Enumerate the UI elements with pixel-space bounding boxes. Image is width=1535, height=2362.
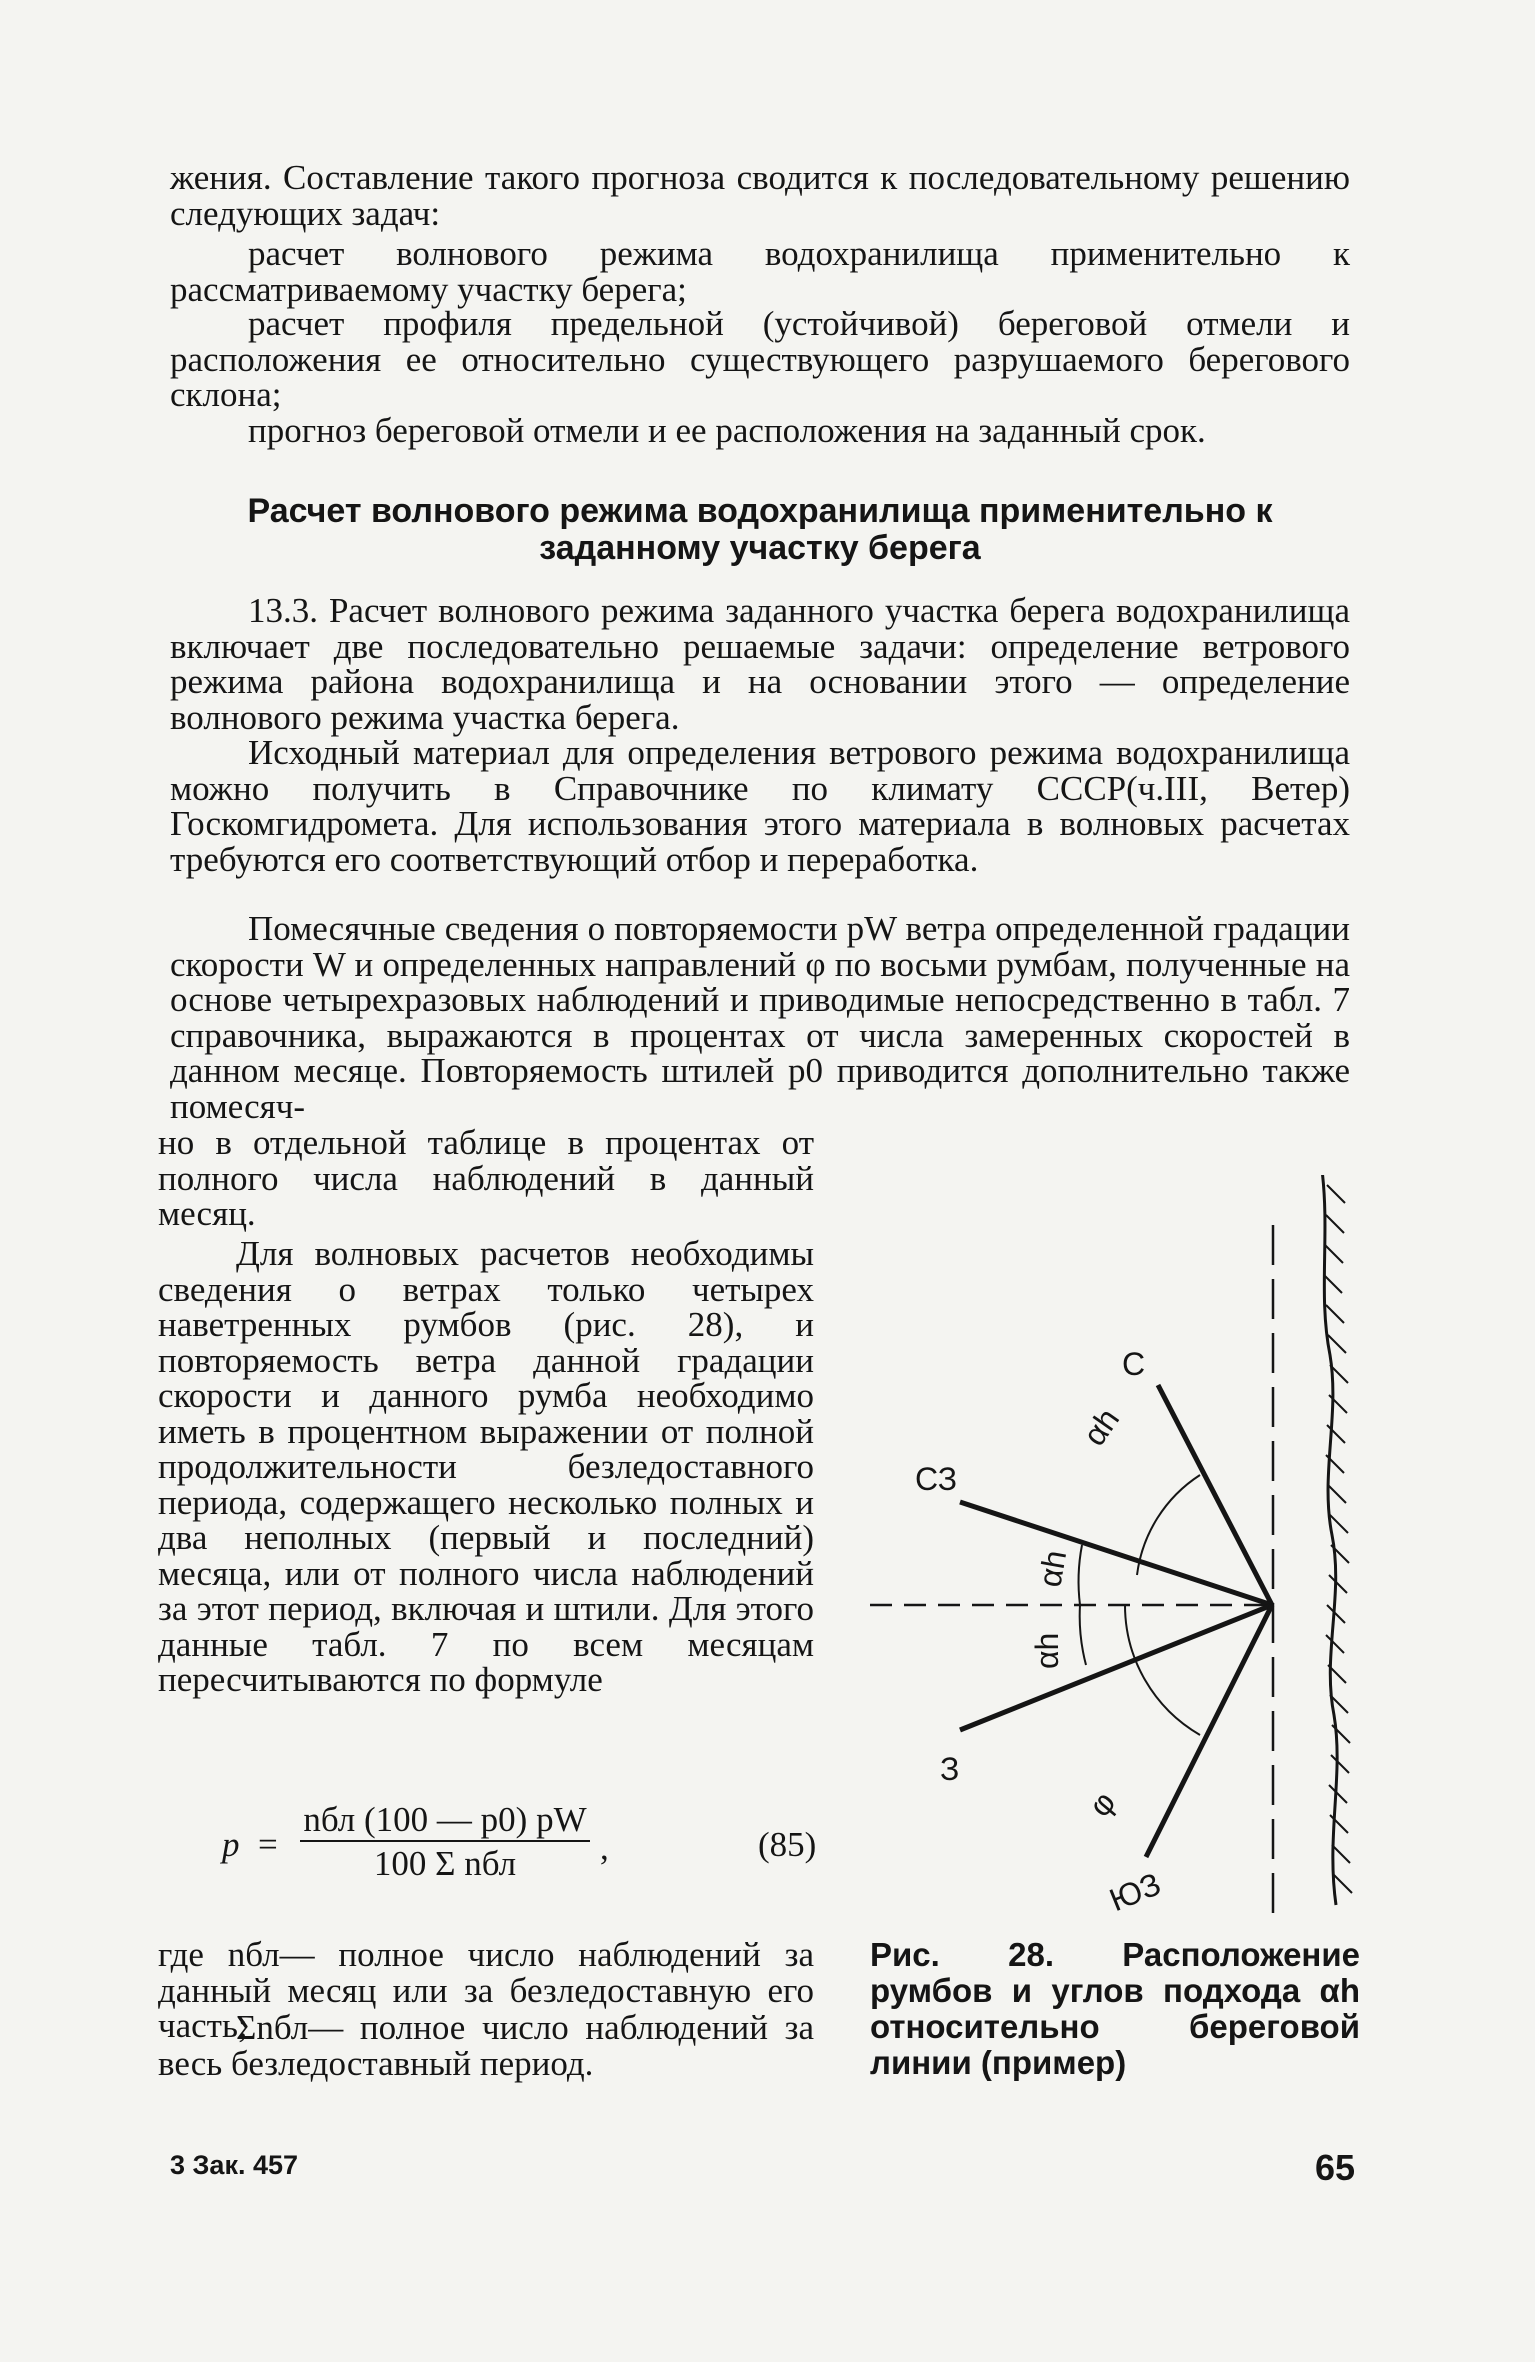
formula-number: (85): [758, 1825, 817, 1864]
paragraph-monthly-data-cont: но в отдельной таблице в процентах от полного числа наблюдений в данный месяц.: [158, 1123, 814, 1233]
angle-label-alpha-mid: αh: [1031, 1547, 1074, 1590]
paragraph-where-sum-n: Σnбл— полное число наблюдений за весь безледоставный период.: [158, 2008, 814, 2083]
shoreline-ticks: [1324, 1185, 1352, 1893]
label-southwest: ЮЗ: [1104, 1865, 1166, 1919]
angle-label-phi: φ: [1081, 1784, 1123, 1824]
angle-arc-small-lower: [1080, 1605, 1086, 1665]
section-heading: Расчет волнового режима водохранилища применительно к заданному участку берега: [247, 492, 1273, 567]
angle-label-alpha-lower: αh: [1029, 1632, 1065, 1669]
label-west: З: [940, 1751, 960, 1787]
angle-label-alpha-upper: αh: [1075, 1401, 1127, 1453]
formula-denominator: 100 Σ nбл: [373, 1844, 517, 1883]
paragraph-source-material: Исходный материал для определения ветрового режима водохранилища можно получить в Справочнике по климату СССР(ч.III, Ветер) Госкомгидромета. Для использования этого материала в волновых расчетах требуются его соответствующий отбор и переработка.: [170, 733, 1350, 879]
formula-numerator: nбл (100 — p0) pW: [303, 1800, 587, 1839]
paragraph-13-3: 13.3. Расчет волнового режима заданного участка берега водохранилища включает две последовательно решаемые задачи: определение ветрового режима района водохранилища и на основании этого — определение волнового режима участка берега.: [170, 591, 1350, 737]
angle-arc-small-upper: [1079, 1545, 1082, 1605]
footer-order-number: 3 Зак. 457: [170, 2150, 299, 2180]
formula-85: [210, 1800, 830, 1883]
formula-fraction-bar: [300, 1840, 590, 1842]
formula-comma: ,: [600, 1828, 609, 1867]
paragraph-where-n: где nбл— полное число наблюдений за данный месяц или за безледоставную его часть;: [158, 1935, 814, 2045]
angle-arc-phi: [1125, 1605, 1200, 1735]
figure-caption: Рис. 28. Расположение румбов и углов подхода αh относительно береговой линии (пример): [870, 1936, 1360, 2081]
paragraph-wave-calc: Для волновых расчетов необходимы сведения о ветрах только четырех наветренных румбов (рис. 28), и повторяемость ветра данной градации скорости и данного румба необходимо иметь в процентном выражении от полной продолжительности безледоставного периода, содержащего несколько полных и два неполных (первый и последний) месяца, или от полного числа наблюдений за этот период, включая и штили. Для этого данные табл. 7 по всем месяцам пересчитываются по формуле: [158, 1234, 814, 1699]
rhumb-line-southwest: [1146, 1605, 1272, 1857]
paragraph-task-1: расчет волнового режима водохранилища применительно к рассматриваемому участку берега;: [170, 234, 1350, 309]
label-northwest: СЗ: [915, 1461, 958, 1497]
angle-arc-large: [1137, 1475, 1200, 1575]
formula-equals: =: [258, 1825, 278, 1864]
paragraph-intro: жения. Составление такого прогноза сводится к последовательному решению следующих задач:: [170, 158, 1350, 233]
paragraph-task-3: прогноз береговой отмели и ее расположения на заданный срок.: [248, 411, 1206, 450]
figure-28-diagram: [860, 1175, 1380, 1945]
paragraph-task-2: расчет профиля предельной (устойчивой) береговой отмели и расположения ее относительно существующего разрушаемого берегового склона;: [170, 304, 1350, 414]
rhumb-line-west: [960, 1605, 1272, 1730]
formula-lhs: p: [222, 1825, 240, 1864]
label-north: С: [1122, 1346, 1146, 1382]
paragraph-monthly-data: Помесячные сведения о повторяемости pW ветра определенной градации скорости W и определенных направлений φ по восьми румбам, полученные на основе четырехразовых наблюдений и приводимые непосредственно в табл. 7 справочника, выражаются в процентах от числа замеренных скоростей в данном месяце. Повторяемость штилей p0 приводится дополнительно также помесяч-: [170, 909, 1350, 1126]
page-number: 65: [1315, 2147, 1356, 2188]
